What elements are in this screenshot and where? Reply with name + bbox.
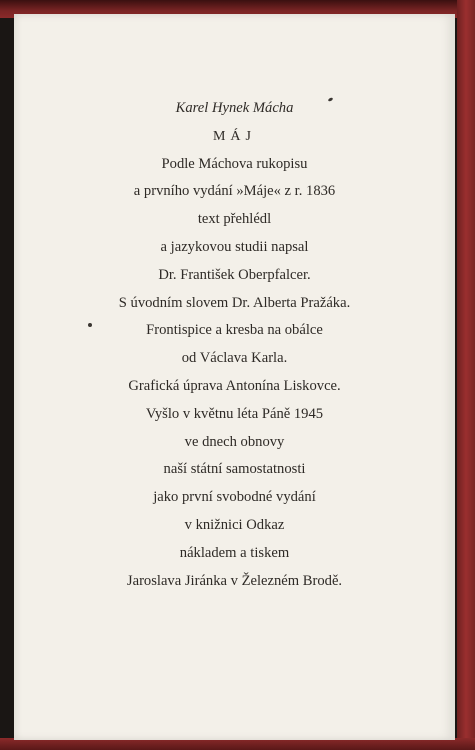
book-page	[14, 14, 455, 740]
colophon-text	[14, 95, 455, 595]
colophon-line: Podle Máchova rukopisu	[161, 155, 308, 172]
colophon-line: naší státní samostatnosti	[163, 461, 306, 478]
colophon-line: od Václava Karla.	[181, 350, 288, 367]
author-name: Karel Hynek Mácha	[175, 100, 294, 116]
colophon-line: jako první svobodné vydání	[153, 489, 316, 506]
colophon-line: Vyšlo v květnu léta Páně 1945	[145, 405, 324, 422]
colophon-line: Grafická úprava Antonína Liskovce.	[128, 377, 341, 394]
colophon-line: a prvního vydání »Máje« z r. 1836	[133, 183, 336, 200]
book-title: MÁJ	[212, 128, 256, 144]
colophon-line: v knižnici Odkaz	[184, 516, 285, 533]
book-cover-right-edge	[457, 0, 475, 750]
colophon-line: nákladem a tiskem	[179, 544, 290, 561]
colophon-line: ve dnech obnovy	[184, 433, 285, 450]
colophon-line: a jazykovou studii napsal	[160, 238, 309, 255]
colophon-line: Frontispice a kresba na obálce	[146, 322, 323, 339]
colophon-line: Dr. František Oberpfalcer.	[158, 266, 311, 283]
colophon-line: Jaroslava Jiránka v Železném Brodě.	[126, 572, 343, 589]
colophon-line: text přehlédl	[197, 211, 272, 228]
colophon-line: S úvodním slovem Dr. Alberta Pražáka.	[118, 294, 351, 311]
